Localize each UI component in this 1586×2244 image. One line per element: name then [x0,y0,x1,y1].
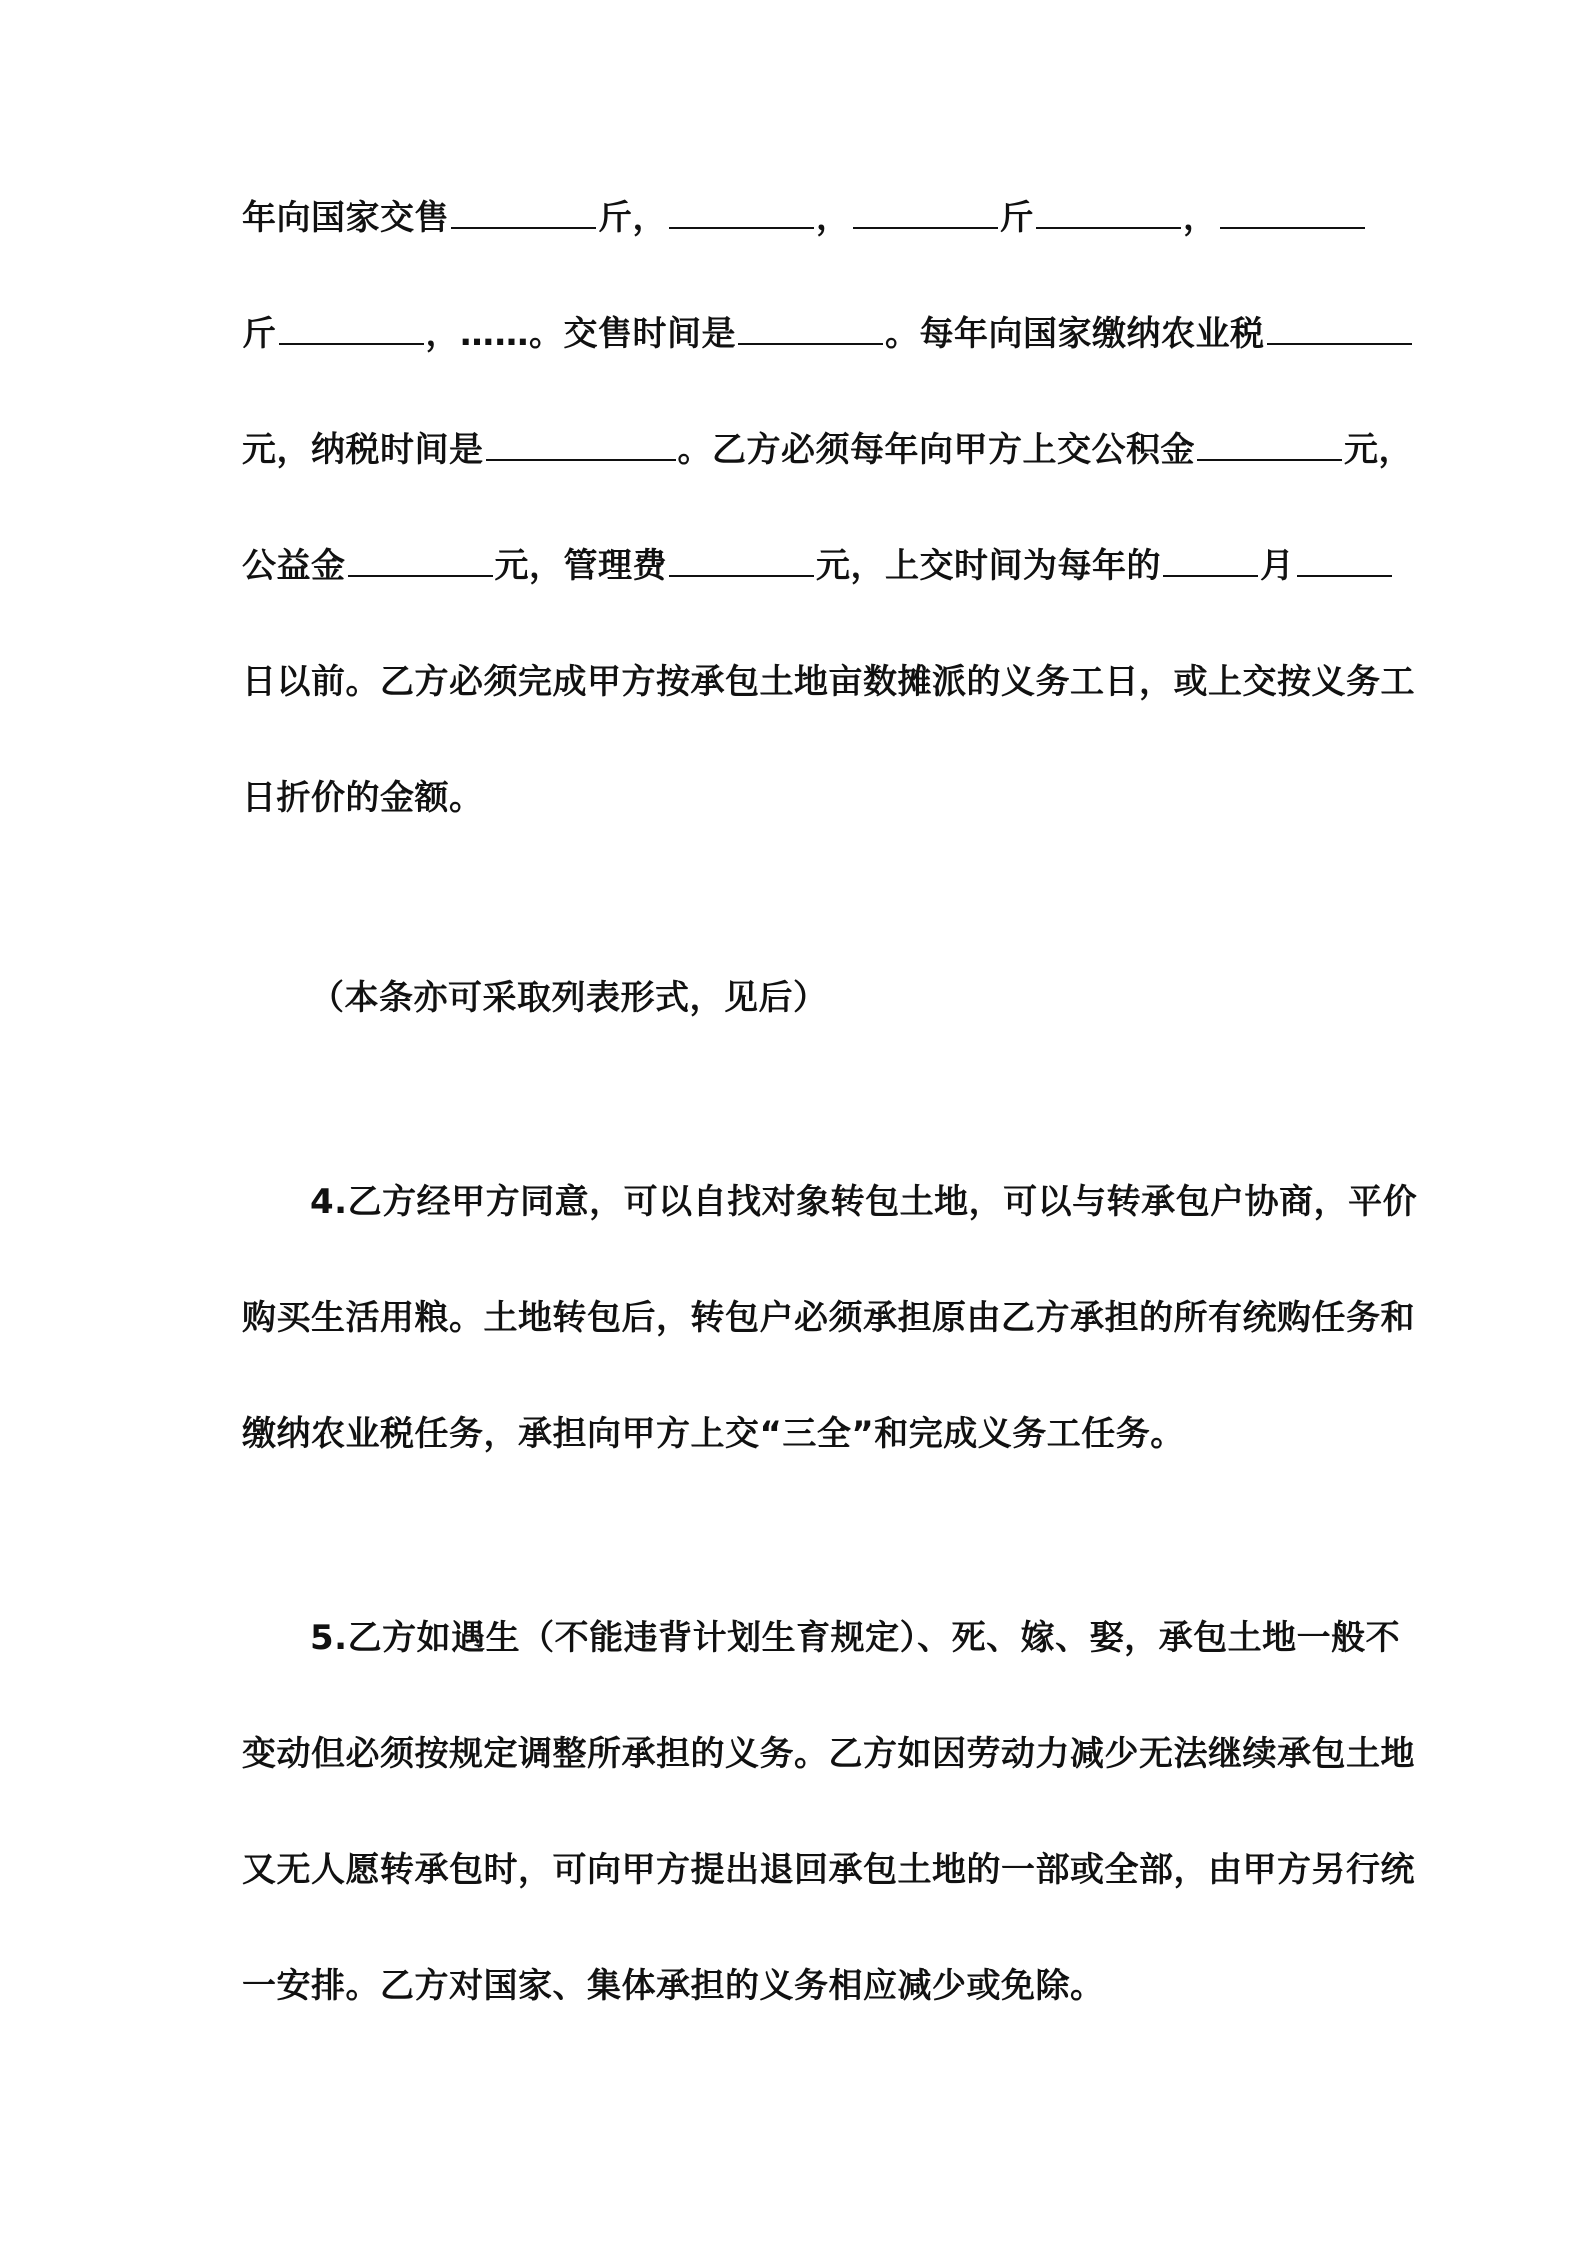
text-line-2 [242,304,1352,364]
clause-4-line-1 [310,1172,1420,1232]
text-line-6 [242,768,1352,828]
text-segment: 一安排。乙方对国家、集体承担的义务相应减少或免除。 [242,1966,1105,2006]
fill-in-blank [1267,342,1412,345]
clause-5-line-2 [242,1724,1415,1784]
text-segment: 元，管理费 [494,546,667,586]
text-segment: 变动但必须按规定调整所承担的义务。乙方如因劳动力减少无法继续承包土地 [242,1734,1415,1774]
fill-in-blank [669,226,814,229]
clause-5-line-3 [242,1840,1415,1900]
fill-in-blank [738,342,883,345]
text-segment: 。每年向国家缴纳农业税 [885,314,1265,354]
fill-in-blank [1220,226,1365,229]
text-line-3 [242,420,1413,480]
text-segment: 公益金 [242,546,346,586]
fill-in-blank [279,342,424,345]
text-segment: 月 [1260,546,1295,586]
text-segment: 日折价的金额。 [242,778,484,818]
fill-in-blank [486,458,676,461]
fill-in-blank [1297,574,1392,577]
fill-in-blank [853,226,998,229]
fill-in-blank [669,574,814,577]
text-segment: 5.乙方如遇生（不能违背计划生育规定）、死、嫁、娶，承包土地一般不 [310,1618,1401,1658]
clause-4-line-2 [242,1288,1415,1348]
note-line [310,968,1420,1028]
text-segment: 4.乙方经甲方同意，可以自找对象转包土地，可以与转承包户协商，平价 [310,1182,1418,1222]
text-segment: （本条亦可采取列表形式，见后） [310,978,828,1018]
text-segment: 购买生活用粮。土地转包后，转包户必须承担原由乙方承担的所有统购任务和 [242,1298,1415,1338]
clause-5-line-4 [242,1956,1352,2016]
fill-in-blank [451,226,596,229]
fill-in-blank [1197,458,1342,461]
text-segment: 又无人愿转承包时，可向甲方提出退回承包土地的一部或全部，由甲方另行统 [242,1850,1415,1890]
text-segment: 斤， [598,198,667,238]
fill-in-blank [1163,574,1258,577]
clause-4-line-3 [242,1404,1352,1464]
text-line-4 [242,536,1352,596]
text-segment: ，……。交售时间是 [425,314,736,354]
text-segment: 日以前。乙方必须完成甲方按承包土地亩数摊派的义务工日，或上交按义务工 [242,662,1415,702]
text-line-1 [242,188,1352,248]
fill-in-blank [348,574,493,577]
text-segment: 年向国家交售 [242,198,449,238]
text-segment: 斤 [999,198,1034,238]
clause-5-line-1 [310,1608,1420,1668]
text-segment: 元，纳税时间是 [242,430,484,470]
text-segment: 元， [1344,430,1413,470]
text-segment: ， [1183,198,1218,238]
fill-in-blank [1036,226,1181,229]
text-line-5 [242,652,1415,712]
text-segment: 斤 [242,314,277,354]
text-segment: 元，上交时间为每年的 [816,546,1161,586]
text-segment: ， [816,198,851,238]
text-segment: 缴纳农业税任务，承担向甲方上交“三全”和完成义务工任务。 [242,1414,1185,1454]
text-segment: 。乙方必须每年向甲方上交公积金 [677,430,1195,470]
